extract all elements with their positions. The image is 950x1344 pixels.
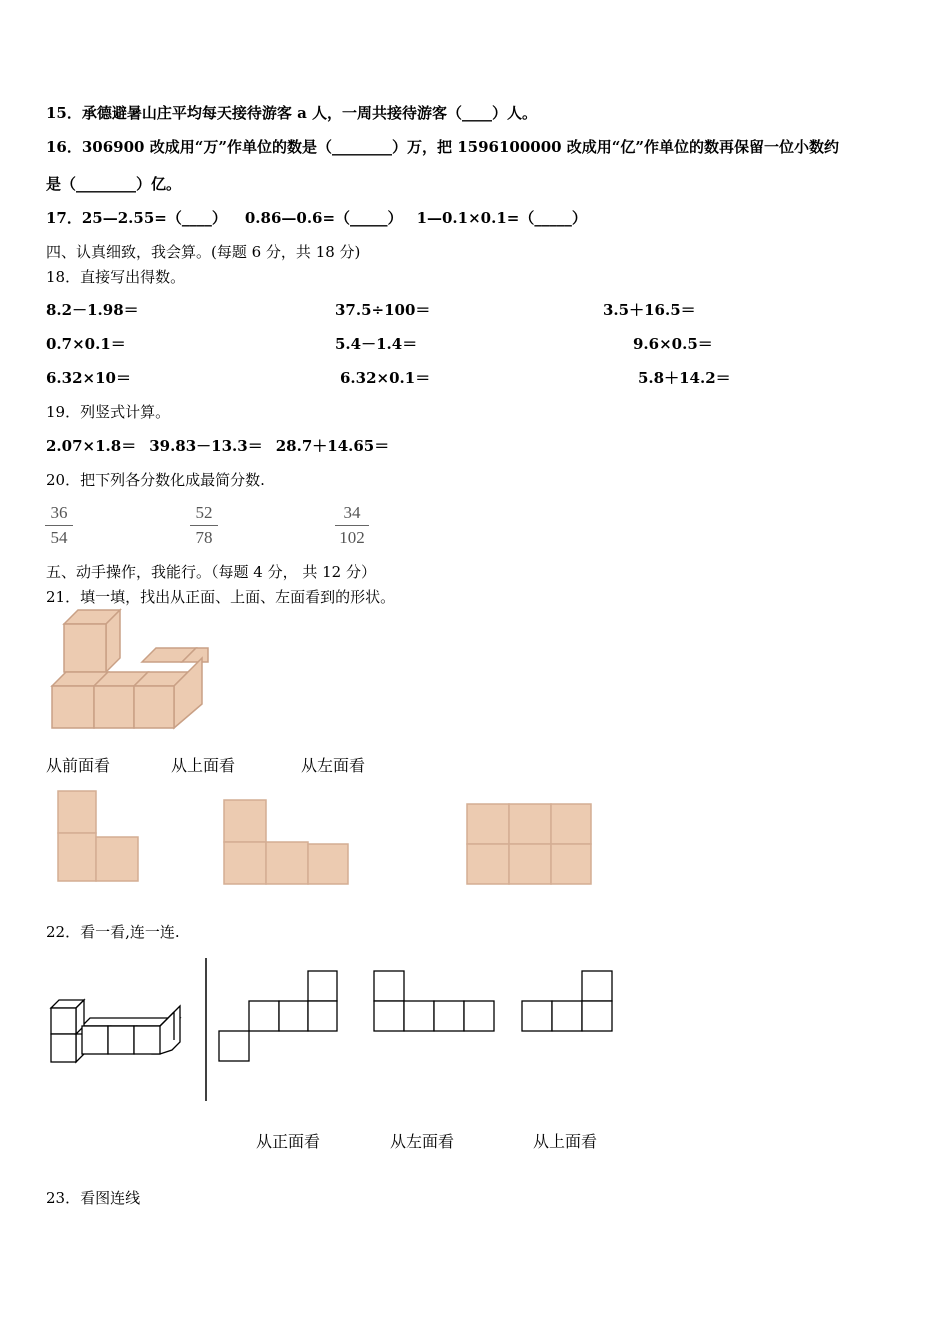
section-5-title: 五、动手操作，我能行。（每题 4 分， 共 12 分） [46,563,376,581]
q17-item-3: 1—0.1×0.1=（_____） [416,209,587,227]
view-label-top: 从上面看 [171,756,236,775]
view-shape-a [57,790,142,885]
calc-2-3: 9.6×0.5＝ [633,335,713,353]
question-text: 直接写出得数。 [80,268,186,286]
question-number: 21． [46,588,81,606]
view-shape-c [465,802,595,887]
q19-items [46,436,389,456]
question-16-line2: 是（________）亿。 [46,175,182,193]
question-19 [46,402,170,422]
view-shape-b [222,799,352,887]
question-21 [46,587,395,607]
question-text: 列竖式计算。 [80,403,171,421]
q19-item-1: 2.07×1.8＝ [46,437,137,455]
calc-1-3: 3.5＋16.5＝ [603,301,696,319]
view-grid-b [372,970,497,1034]
calc-3-1: 6.32×10＝ [46,369,131,387]
question-number: 17． [46,209,82,227]
question-18 [46,267,185,287]
question-15 [46,103,537,123]
question-number: 22． [46,923,81,941]
section-4-title: 四、认真细致，我会算。(每题 6 分，共 18 分) [46,243,361,261]
cube-stack-3d [48,618,208,733]
calc-3-3: 5.8＋14.2＝ [638,369,731,387]
question-20 [46,470,265,490]
denominator: 54 [50,528,68,547]
q17-item-1: 25—2.55=（____） [81,209,227,227]
view-label-front: 从前面看 [46,756,111,775]
calc-1-2: 37.5÷100＝ [335,301,431,319]
view-label-left: 从左面看 [301,756,366,775]
divider-line [205,958,209,1103]
question-text: 填一填，找出从正面、上面、左面看到的形状。 [80,588,396,606]
calc-2-2: 5.4－1.4＝ [335,335,418,353]
question-number: 16． [46,138,82,156]
cube-line-drawing [48,998,188,1066]
question-number: 15． [46,104,82,122]
view-grid-a [218,970,340,1064]
calc-3-2: 6.32×0.1＝ [340,369,431,387]
view-label-front-22: 从正面看 [256,1132,321,1151]
question-text: 306900 改成用“万”作单位的数是（________）万，把 1596100000 改成用“亿”作单位的数再保留一位小数约 [81,138,840,156]
q19-item-2: 39.83－13.3＝ [149,437,263,455]
calc-1-1: 8.2－1.98＝ [46,301,139,319]
q19-item-3: 28.7＋14.65＝ [275,437,390,455]
question-22 [46,922,180,942]
numerator: 36 [50,503,68,522]
question-number: 23． [46,1189,81,1207]
question-16-line1 [46,137,839,157]
question-text: 承德避暑山庄平均每天接待游客 a 人，一周共接待游客（____）人。 [81,104,538,122]
question-number: 19． [46,403,81,421]
fraction-1 [45,502,73,549]
view-grid-c [520,970,615,1034]
question-text: 看一看,连一连. [80,923,180,941]
question-17 [46,208,587,228]
question-23 [46,1188,140,1208]
question-text: 看图连线 [80,1189,141,1207]
question-number: 20． [46,471,81,489]
numerator: 52 [195,503,213,522]
fraction-3 [335,502,369,549]
calc-2-1: 0.7×0.1＝ [46,335,126,353]
fraction-2 [190,502,218,549]
view-label-top-22: 从上面看 [533,1132,598,1151]
numerator: 34 [343,503,361,522]
question-text: 把下列各分数化成最简分数. [80,471,265,489]
denominator: 102 [339,528,365,547]
view-label-left-22: 从左面看 [390,1132,455,1151]
q17-item-2: 0.86—0.6=（_____） [244,209,403,227]
denominator: 78 [195,528,213,547]
question-number: 18． [46,268,81,286]
